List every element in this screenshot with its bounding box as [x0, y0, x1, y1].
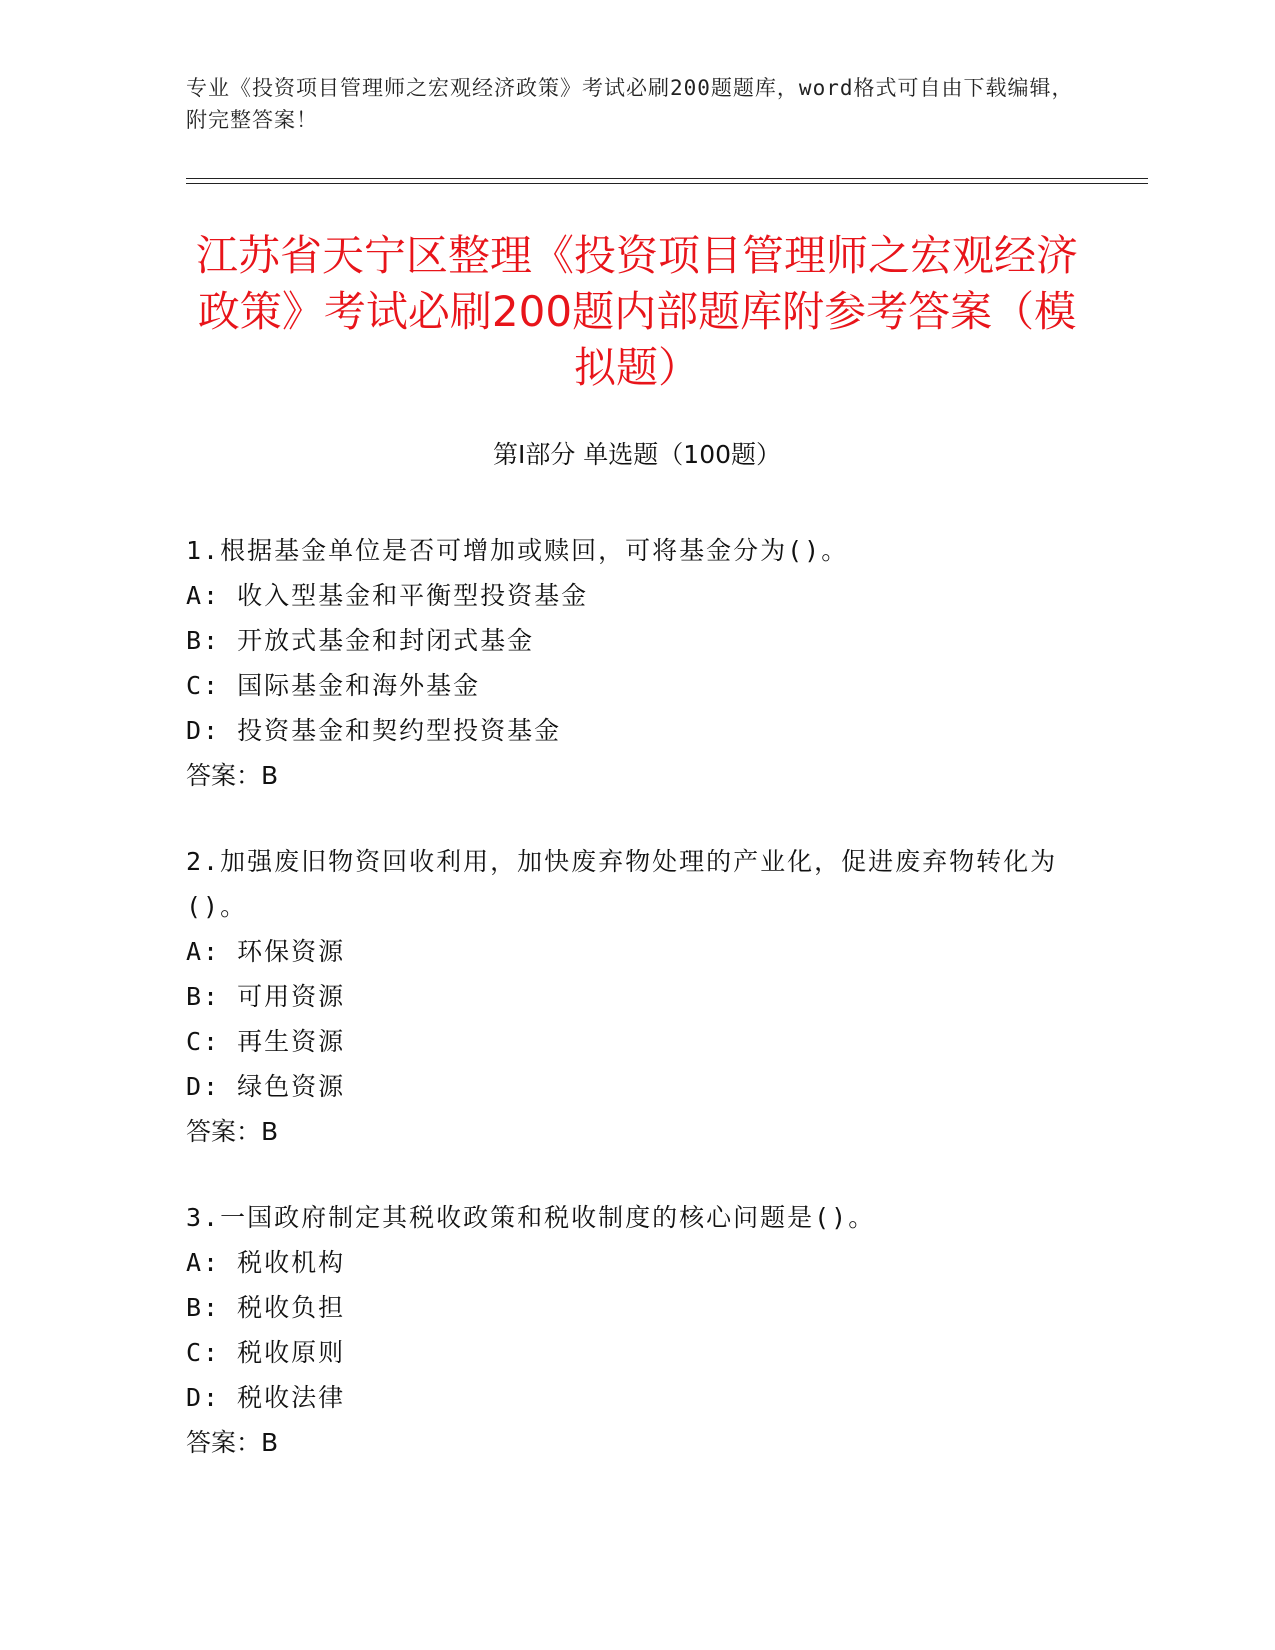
header-rule-bottom	[186, 183, 1148, 184]
question-item	[186, 528, 1066, 798]
header-note: 专业《投资项目管理师之宏观经济政策》考试必刷200题题库，word格式可自由下载编辑，附完整答案！	[186, 76, 1074, 132]
option-a: A: 环保资源	[186, 937, 346, 966]
option-d: D: 投资基金和契约型投资基金	[186, 716, 562, 745]
question-stem: 1.根据基金单位是否可增加或赎回，可将基金分为()。	[186, 536, 849, 565]
question-stem: 3.一国政府制定其税收政策和税收制度的核心问题是()。	[186, 1203, 876, 1232]
option-b: B: 开放式基金和封闭式基金	[186, 626, 535, 655]
option-b: B: 可用资源	[186, 982, 346, 1011]
option-a: A: 收入型基金和平衡型投资基金	[186, 581, 589, 610]
option-c: C: 再生资源	[186, 1027, 346, 1056]
option-c: C: 国际基金和海外基金	[186, 671, 481, 700]
option-b: B: 税收负担	[186, 1293, 346, 1322]
option-a: A: 税收机构	[186, 1248, 346, 1277]
answer-line: 答案：B	[186, 761, 279, 790]
answer-line: 答案：B	[186, 1428, 279, 1457]
question-item	[186, 839, 1066, 1154]
option-d: D: 绿色资源	[186, 1072, 346, 1101]
option-c: C: 税收原则	[186, 1338, 346, 1367]
answer-line: 答案：B	[186, 1117, 279, 1146]
document-title: 江苏省天宁区整理《投资项目管理师之宏观经济政策》考试必刷200题内部题库附参考答案（模拟题）	[195, 231, 1078, 392]
section-heading: 第Ⅰ部分 单选题（100题）	[492, 440, 782, 469]
header-rule-top	[186, 178, 1148, 179]
option-d: D: 税收法律	[186, 1383, 346, 1412]
question-stem: 2.加强废旧物资回收利用，加快废弃物处理的产业化，促进废弃物转化为()。	[186, 847, 1058, 921]
question-item	[186, 1195, 1066, 1465]
question-list	[186, 528, 1066, 1506]
